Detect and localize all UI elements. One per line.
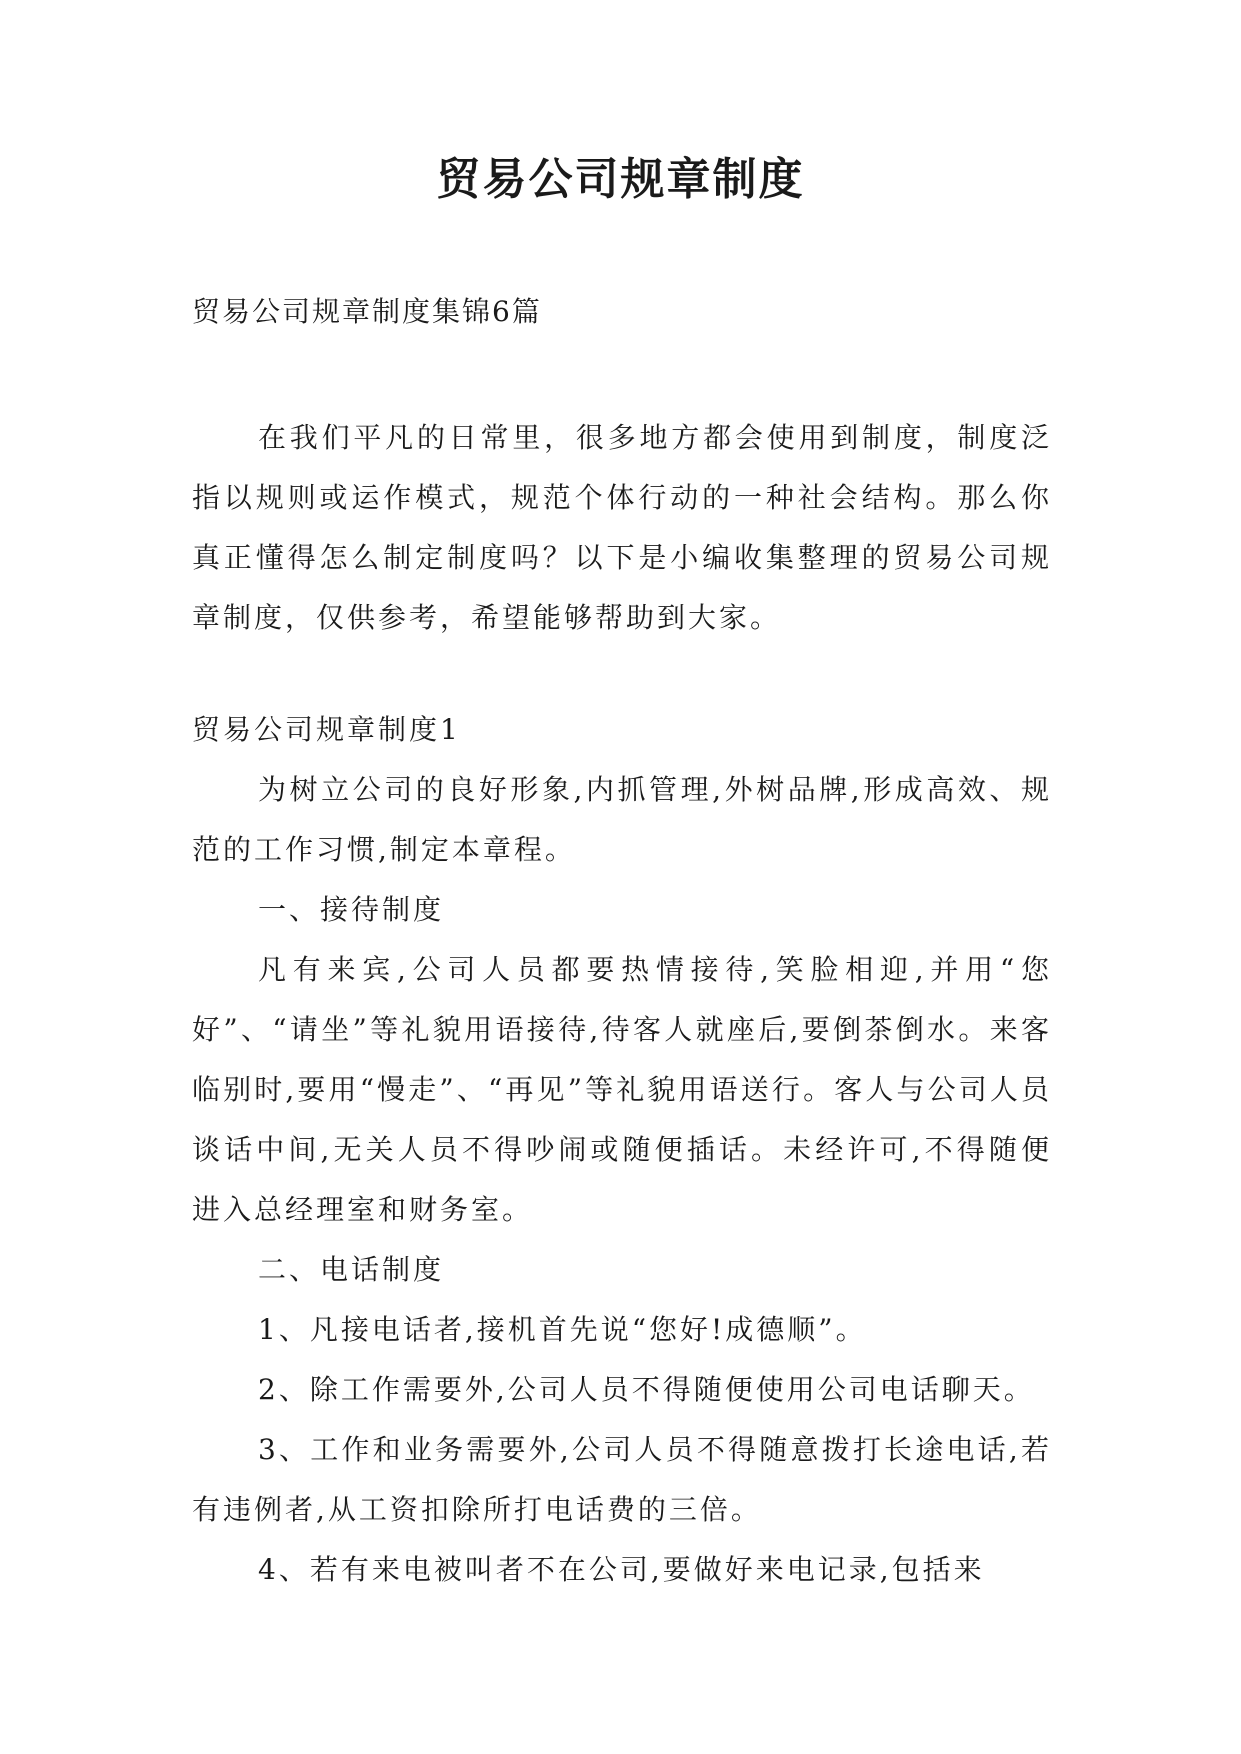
list-item: 3、工作和业务需要外,公司人员不得随意拨打长途电话,若有违例者,从工资扣除所打电话费的三倍。 [192, 1433, 1052, 1526]
sub-heading: 二、电话制度 [258, 1253, 445, 1286]
document-title: 贸易公司规章制度 [436, 154, 805, 205]
document-subtitle: 贸易公司规章制度集锦6篇 [192, 295, 542, 328]
list-item: 1、凡接电话者,接机首先说“您好!成德顺”。 [258, 1313, 867, 1346]
paragraph: 为树立公司的良好形象,内抓管理,外树品牌,形成高效、规范的工作习惯,制定本章程。 [192, 773, 1052, 866]
paragraph: 凡有来宾,公司人员都要热情接待,笑脸相迎,并用“您好”、“请坐”等礼貌用语接待,待客人就座后,要倒茶倒水。来客临别时,要用“慢走”、“再见”等礼貌用语送行。客人与公司人员谈话中间,无关人员不得吵闹或随便插话。未经许可,不得随便进入总经理室和财务室。 [192, 953, 1052, 1226]
list-item: 4、若有来电被叫者不在公司,要做好来电记录,包括来 [258, 1553, 985, 1586]
intro-paragraph: 在我们平凡的日常里，很多地方都会使用到制度，制度泛指以规则或运作模式，规范个体行动的一种社会结构。那么你真正懂得怎么制定制度吗？以下是小编收集整理的贸易公司规章制度，仅供参考，希望能够帮助到大家。 [192, 421, 1052, 634]
list-item: 2、除工作需要外,公司人员不得随便使用公司电话聊天。 [258, 1373, 1035, 1406]
section-heading: 贸易公司规章制度1 [192, 713, 461, 746]
section-1 [192, 700, 1052, 1600]
sub-heading: 一、接待制度 [258, 893, 445, 926]
